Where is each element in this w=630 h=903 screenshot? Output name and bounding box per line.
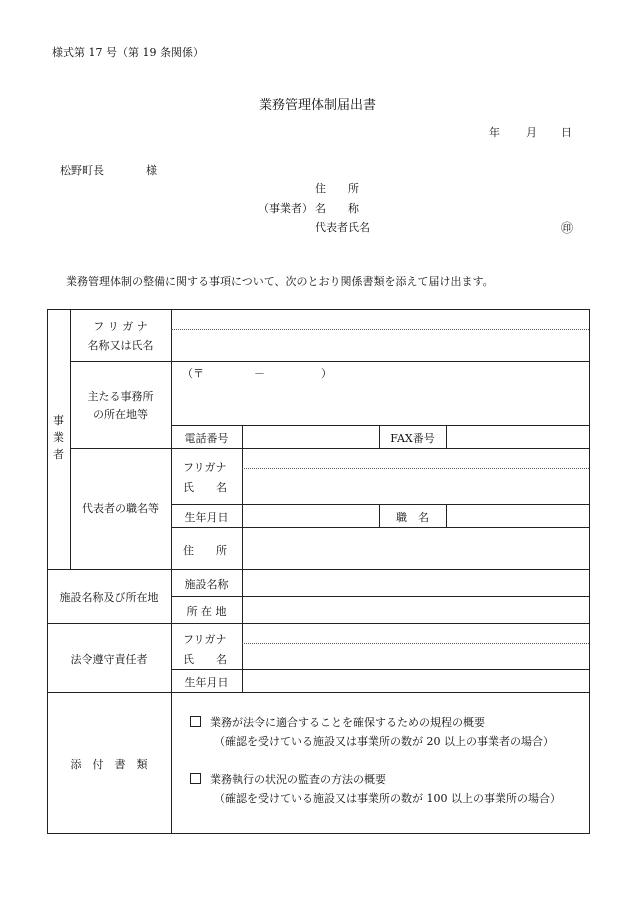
applicant-group-label: （事業者） (258, 202, 313, 215)
divider (47, 692, 590, 693)
divider (47, 569, 590, 570)
table-border-right (589, 309, 590, 834)
checkbox-icon[interactable] (190, 773, 201, 784)
fax-label: FAX番号 (390, 432, 435, 445)
seal-mark: ㊞ (561, 221, 574, 235)
divider (242, 425, 243, 448)
checkbox-icon[interactable] (190, 716, 201, 727)
compliance-dob-label: 生年月日 (184, 676, 229, 689)
divider (171, 596, 590, 597)
form-number: 様式第 17 号（第 19 条関係） (52, 46, 204, 59)
rep-title-label: 代表者の職名等 (82, 502, 159, 515)
compliance-furigana-label: フリガナ (183, 633, 227, 646)
furigana-label: フ リ ガ ナ (93, 320, 148, 333)
attachment-note-1: （確認を受けている施設又は事業所の数が 20 以上の事業者の場合） (214, 735, 554, 748)
business-vertical-label (47, 412, 70, 463)
main-office-label-2: の所在地等 (93, 408, 148, 421)
addressee: 松野町長 (60, 164, 104, 177)
addressee-suffix: 様 (146, 164, 157, 177)
name-label: 名称又は氏名 (87, 339, 154, 352)
table-border-bottom (47, 833, 590, 834)
divider (171, 504, 590, 505)
furigana-line (242, 643, 589, 644)
divider (70, 361, 590, 362)
attachment-label-2: 業務執行の状況の監査の方法の概要 (210, 773, 386, 786)
intro-text: 業務管理体制の整備に関する事項について、次のとおり関係書類を添えて届け出ます。 (66, 275, 494, 288)
facility-name-label: 施設名称 (184, 578, 229, 591)
postal-close: ） (321, 367, 332, 380)
divider (171, 669, 590, 670)
postal-dash: － (254, 367, 265, 380)
business-char: 者 (53, 448, 64, 461)
applicant-name-label: 名 称 (315, 202, 359, 215)
facility-location-label: 所 在 地 (186, 605, 227, 618)
furigana-line (171, 329, 589, 330)
applicant-rep-label: 代表者氏名 (315, 221, 370, 234)
attachment-note-2: （確認を受けている施設又は事業所の数が 100 以上の事業所の場合） (214, 792, 561, 805)
divider (242, 448, 243, 693)
page-title: 業務管理体制届出書 (259, 98, 377, 113)
facility-title-label: 施設名称及び所在地 (59, 591, 159, 604)
date-day: 日 (561, 126, 572, 139)
rep-position-label: 職 名 (396, 511, 429, 524)
rep-furigana-label: フリガナ (183, 461, 227, 474)
divider (171, 425, 590, 426)
attachment-label-1: 業務が法令に適合することを確保するための規程の概要 (210, 716, 485, 729)
divider (171, 527, 590, 528)
divider (70, 448, 590, 449)
postal-prefix: （〒 (182, 367, 204, 380)
date-year: 年 (489, 126, 500, 139)
date-month: 月 (526, 126, 537, 139)
compliance-title-label: 法令遵守責任者 (70, 653, 148, 666)
furigana-line (242, 468, 589, 469)
attachment-item-2[interactable] (190, 771, 386, 787)
phone-label: 電話番号 (184, 432, 229, 445)
divider (446, 425, 447, 448)
rep-name-label: 氏 名 (183, 481, 227, 494)
divider (47, 623, 590, 624)
attachments-title-label: 添 付 書 類 (70, 758, 148, 771)
table-border-top (47, 309, 590, 310)
attachment-item-1[interactable] (190, 714, 485, 730)
rep-address-label: 住 所 (183, 544, 227, 557)
divider (446, 504, 447, 527)
compliance-name-label: 氏 名 (183, 653, 227, 666)
main-office-label: 主たる事務所 (87, 390, 154, 403)
applicant-address-label: 住 所 (315, 182, 359, 195)
rep-dob-label: 生年月日 (184, 511, 229, 524)
business-char: 業 (53, 431, 64, 444)
business-char: 事 (53, 414, 64, 427)
divider (171, 309, 172, 834)
